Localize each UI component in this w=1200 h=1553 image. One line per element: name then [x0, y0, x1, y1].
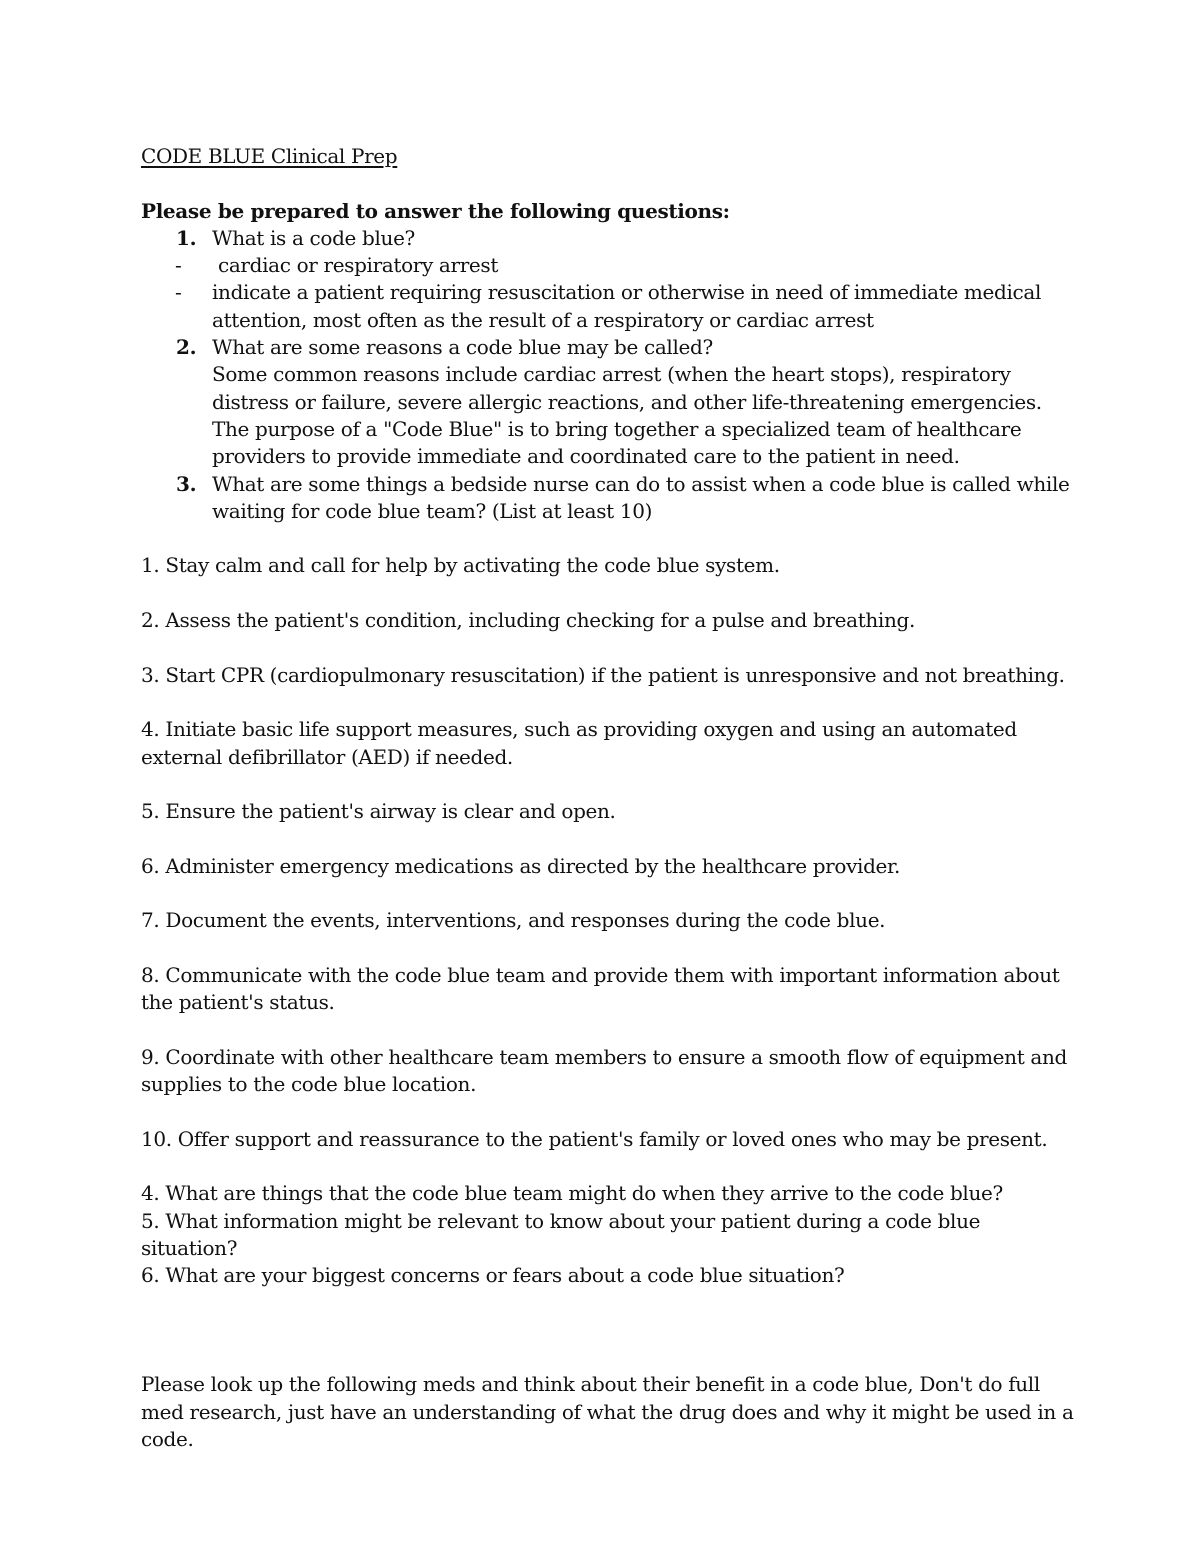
- answer-item: 1. Stay calm and call for help by activating the code blue system.: [141, 553, 780, 578]
- meds-instructions: Please look up the following meds and think about their benefit in a code blue, Don't do full med research, just have an understanding of what the drug does and why it might be used in a code.: [141, 1372, 1074, 1452]
- followup-questions: [141, 1180, 1081, 1289]
- question-2: [141, 334, 1081, 470]
- spacer: [141, 525, 1081, 552]
- question-text: [212, 334, 1081, 470]
- answer-item: 2. Assess the patient's condition, including checking for a pulse and breathing.: [141, 608, 915, 633]
- spacer: [141, 170, 1081, 197]
- questions-heading: Please be prepared to answer the following questions:: [141, 198, 730, 223]
- question-number: 2.: [176, 335, 197, 360]
- answer-item: 3. Start CPR (cardiopulmonary resuscitation) if the patient is unresponsive and not breathing.: [141, 662, 1065, 687]
- answer-item: 6. Administer emergency medications as directed by the healthcare provider.: [141, 853, 901, 878]
- followup-question: 5. What information might be relevant to know about your patient during a code blue situation?: [141, 1208, 981, 1260]
- document-title: CODE BLUE Clinical Prep: [141, 144, 398, 168]
- bullet-text: cardiac or respiratory arrest: [212, 253, 499, 278]
- answer-item: 5. Ensure the patient's airway is clear and open.: [141, 799, 616, 824]
- bullet-dash: -: [175, 280, 182, 305]
- answer-item: 8. Communicate with the code blue team and provide them with important information about the patient's status.: [141, 962, 1060, 1015]
- answer-item: 10. Offer support and reassurance to the patient's family or loved ones who may be present.: [141, 1126, 1048, 1151]
- question-answer: Some common reasons include cardiac arrest (when the heart stops), respiratory distress or failure, severe allergic reactions, and other life-threatening emergencies. The purpose of a "Code Blue" is to bring together a specialized team of healthcare providers to provide immediate and coordinated care to the patient in need.: [212, 362, 1042, 469]
- followup-question: 6. What are your biggest concerns or fears about a code blue situation?: [141, 1263, 845, 1288]
- bullet-dash: -: [175, 253, 182, 278]
- bullet-text: indicate a patient requiring resuscitation or otherwise in need of immediate medical attention, most often as the result of a respiratory or cardiac arrest: [212, 280, 1042, 332]
- question-number: 1.: [176, 225, 197, 250]
- answer-item: 7. Document the events, interventions, and responses during the code blue.: [141, 908, 886, 933]
- spacer: [141, 1289, 1081, 1371]
- answer-item: 9. Coordinate with other healthcare team members to ensure a smooth flow of equipment and supplies to the code blue location.: [141, 1044, 1067, 1097]
- question-3: [141, 471, 1081, 526]
- answer-item: 4. Initiate basic life support measures, such as providing oxygen and using an automated external defibrillator (AED) if needed.: [141, 717, 1017, 769]
- question-prompt: What are some reasons a code blue may be called?: [212, 335, 713, 360]
- followup-question: 4. What are things that the code blue team might do when they arrive to the code blue?: [141, 1181, 1003, 1206]
- question-number: 3.: [176, 471, 197, 496]
- answers-list: [141, 552, 1081, 1153]
- answer-bullet: [141, 279, 1081, 334]
- document-page: [141, 143, 1081, 1453]
- question-1: [141, 225, 1081, 252]
- question-text: What is a code blue?: [212, 225, 415, 250]
- answer-bullet: [141, 252, 1081, 279]
- question-text: What are some things a bedside nurse can do to assist when a code blue is called while waiting for code blue team? (List at least 10): [212, 471, 1070, 523]
